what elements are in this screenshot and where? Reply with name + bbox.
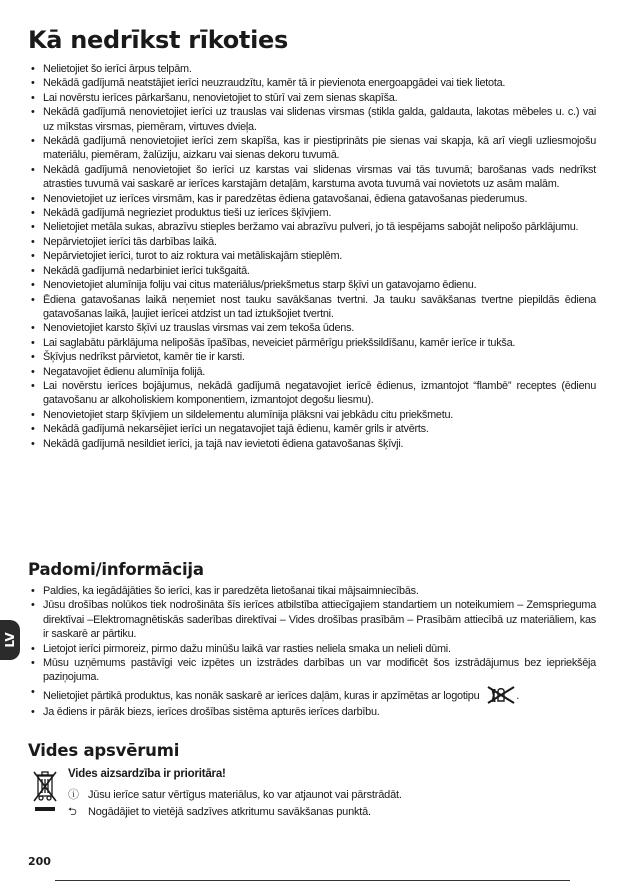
list-item-suffix: . (516, 689, 519, 702)
language-tab (0, 620, 20, 660)
environment-line (68, 786, 402, 802)
list-item: • Šķīvjus nedrīkst pārvietot, kamēr tie ir karsti. (30, 350, 596, 364)
list-item: • Nekādā gadījumā nedarbiniet ierīci tukšgaitā. (30, 264, 596, 278)
list-item: • Nenovietojiet starp šķīvjiem un sildelementu alumīnija plāksni vai jebkādu citu priekšmetu. (30, 408, 596, 422)
environment-line (68, 803, 371, 822)
list-item: • Nelietojiet šo ierīci ārpus telpām. (30, 62, 596, 76)
list-item: • Lai novērstu ierīces pārkaršanu, nenovietojiet to stūrī vai zem sienas skapīša. (30, 91, 596, 105)
environment-subtitle: Vides aizsardzība ir prioritāra! (68, 768, 226, 780)
list-item: • Nepārvietojiet ierīci, turot to aiz roktura vai metāliskajām stieplēm. (30, 249, 596, 263)
list-item-text: Nelietojiet pārtikā produktus, kas nonāk saskarē ar ierīces daļām, kuras ir apzīmētas ar logotipu (43, 689, 480, 702)
list-item: • Nelietojiet metāla sukas, abrazīvu stieples beržamo vai abrazīvu pulveri, jo tā iespējams sabojāt nelipošo pārklājumu. (30, 220, 596, 234)
list-item: • Ēdiena gatavošanas laikā neņemiet nost tauku savākšanas tvertni. Ja tauku savākšanas tvertne piepildās ēdiena gatavošanas laikā, ļaujiet ierīcei atdzist un tad iztukšojiet tvertni. (30, 293, 596, 322)
footer-divider (55, 880, 570, 881)
list-item: • Nekādā gadījumā nenovietojiet šo ierīci uz karstas vai slidenas virsmas vai tās tuvumā; barošanas vads nedrīkst atrasties tuvumā vai saskarē ar ierīces karstajām detaļām, karstuma avota tuvumā vai novietots uz asām malām. (30, 163, 596, 192)
list-item: • Nekādā gadījumā nenovietojiet ierīci zem skapīša, kas ir piestiprināts pie sienas vai skapja, kā arī viegli uzliesmojošu materiālu, piemēram, žalūziju, aizkaru vai sienas dekoru tuvumā. (30, 134, 596, 163)
environment-section (30, 768, 590, 828)
list-item (30, 685, 596, 705)
language-tab-label: LV (3, 632, 17, 648)
environment-line-text: Jūsu ierīce satur vērtīgus materiālus, ko var atjaunot vai pārstrādāt. (88, 789, 402, 801)
page-title: Kā nedrīkst rīkoties (28, 26, 288, 54)
environment-line-text: Nogādājiet to vietējā sadzīves atkritumu savākšanas punktā. (88, 806, 371, 818)
list-item: • Nenovietojiet alumīnija foliju vai citus materiālus/priekšmetus starp šķīvi un gatavojamo ēdienu. (30, 278, 596, 292)
list-item: • Nepārvietojiet ierīci tās darbības laikā. (30, 235, 596, 249)
page-number: 200 (28, 855, 51, 868)
list-item: • Ja ēdiens ir pārāk biezs, ierīces drošības sistēma apturēs ierīces darbību. (30, 705, 596, 719)
list-item: • Mūsu uzņēmums pastāvīgi veic izpētes un izstrādes darbības un var modificēt šos izstrādājumus bez iepriekšēja paziņojuma. (30, 656, 596, 685)
tips-list (30, 584, 596, 719)
environment-heading: Vides apsvērumi (28, 741, 180, 760)
list-item: • Nekādā gadījumā nenovietojiet ierīci uz trauslas vai slidenas virsmas (stikla galda, galdauta, lakotas mēbeles u. c.) vai uz mīkstas virsmas, piemēram, virtuves dvieļa. (30, 105, 596, 134)
info-icon: ⓘ (68, 789, 79, 801)
list-item: • Negatavojiet ēdienu alumīnija folijā. (30, 365, 596, 379)
donts-list (30, 62, 596, 451)
list-item: • Lietojot ierīci pirmoreiz, pirmo dažu minūšu laikā var rasties neliela smaka un nelieli dūmi. (30, 642, 596, 656)
list-item: • Lai saglabātu pārklājuma nelipošās īpašības, neveiciet pārmērīgu priekšsildīšanu, kamēr ierīce ir tukša. (30, 336, 596, 350)
list-item: • Nenovietojiet karsto šķīvi uz trauslas virsmas vai zem tekoša ūdens. (30, 321, 596, 335)
tips-heading: Padomi/informācija (28, 560, 204, 579)
list-item: • Jūsu drošības nolūkos tiek nodrošināta šīs ierīces atbilstība attiecīgajiem standartiem un noteikumiem – Zemsprieguma direktīvai –Elektromagnētiskās saderības direktīvai – Vides drošības prasībām – Prasībām attiecībā uz materiāliem, kas ir saskarē ar pārtiku. (30, 598, 596, 641)
list-item: • Nekādā gadījumā neatstājiet ierīci neuzraudzītu, kamēr tā ir pievienota energoapgādei vai tiek lietota. (30, 76, 596, 90)
list-item: • Paldies, ka iegādājāties šo ierīci, kas ir paredzēta lietošanai tikai mājsaimniecībās. (30, 584, 596, 598)
list-item: • Nekādā gadījumā nekarsējiet ierīci un negatavojiet tajā ēdienu, kamēr grils ir atvērts. (30, 422, 596, 436)
return-arrow-icon: ⮌ (68, 806, 77, 818)
not-food-safe-logo-icon (486, 685, 516, 705)
list-item: • Lai novērstu ierīces bojājumus, nekādā gadījumā negatavojiet ierīcē ēdienus, izmantojot “flambē” receptes (ēdienu gatavošanu ar alkoholiskiem komponentiem, izmantojot degošu liesmu). (30, 379, 596, 408)
crossed-bin-icon (32, 770, 58, 818)
list-item: • Nekādā gadījumā nesildiet ierīci, ja tajā nav ievietoti ēdiena gatavošanas šķīvji. (30, 437, 596, 451)
list-item: • Nekādā gadījumā negrieziet produktus tieši uz ierīces šķīvjiem. (30, 206, 596, 220)
list-item: • Nenovietojiet uz ierīces virsmām, kas ir paredzētas ēdiena gatavošanai, ēdiena gatavošanas piederumus. (30, 192, 596, 206)
